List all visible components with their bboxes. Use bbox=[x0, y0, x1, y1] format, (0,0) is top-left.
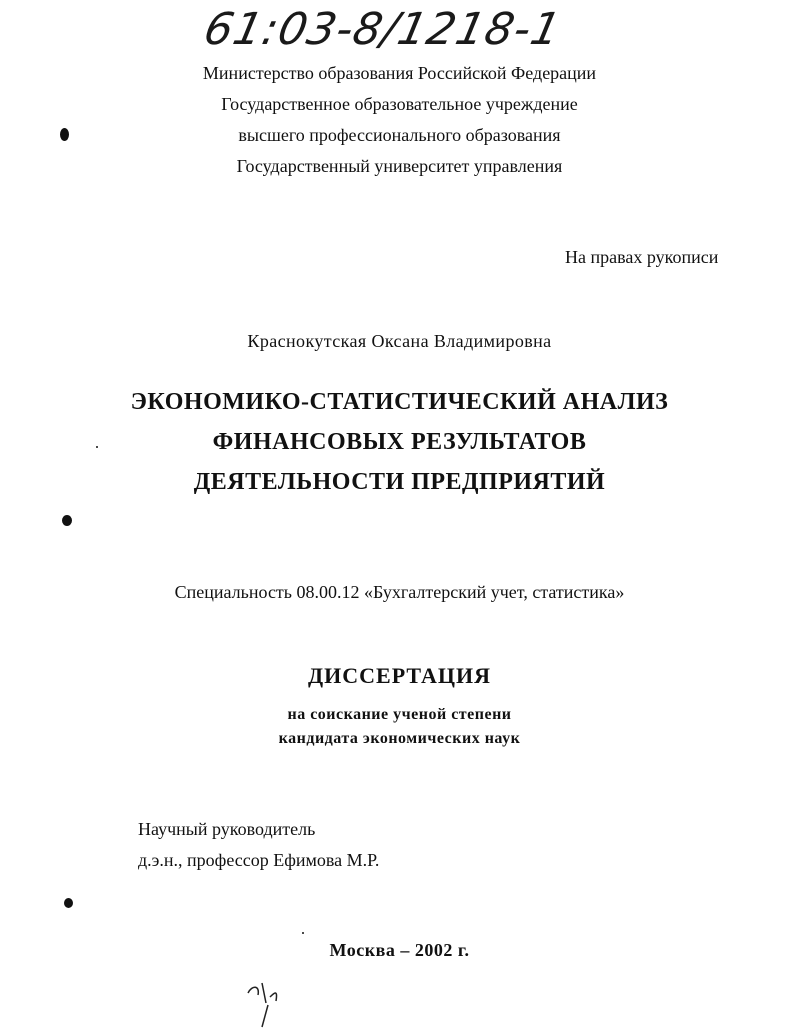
institution-line: высшего профессионального образования bbox=[238, 125, 561, 145]
specialty: Специальность 08.00.12 «Бухгалтерский учет, статистика» bbox=[174, 582, 625, 602]
institution-line: Министерство образования Российской Федерации bbox=[202, 63, 597, 83]
supervisor-block bbox=[138, 814, 379, 876]
degree-line: на соискание ученой степени bbox=[287, 706, 512, 723]
degree-line: кандидата экономических наук bbox=[278, 730, 521, 747]
dissertation-title bbox=[0, 382, 799, 502]
institution-block bbox=[0, 58, 799, 182]
title-line: ДЕЯТЕЛЬНОСТИ ПРЕДПРИЯТИЙ bbox=[193, 469, 606, 495]
degree-block bbox=[0, 703, 799, 751]
author-name: Краснокутская Оксана Владимировна bbox=[247, 331, 552, 351]
city-year: Москва – 2002 г. bbox=[329, 940, 470, 960]
document-type: ДИССЕРТАЦИЯ bbox=[308, 663, 491, 688]
supervisor-label: Научный руководитель bbox=[138, 819, 316, 839]
title-line: ЭКОНОМИКО-СТАТИСТИЧЕСКИЙ АНАЛИЗ bbox=[130, 389, 669, 415]
scan-speck bbox=[302, 932, 304, 934]
scan-hole-mark bbox=[62, 515, 72, 526]
rights-note: На правах рукописи bbox=[565, 247, 719, 267]
title-line: ФИНАНСОВЫХ РЕЗУЛЬТАТОВ bbox=[212, 429, 587, 455]
handwritten-initials-mark bbox=[240, 975, 290, 1030]
supervisor-name: д.э.н., профессор Ефимова М.Р. bbox=[138, 850, 380, 870]
scan-hole-mark bbox=[64, 898, 73, 908]
institution-line: Государственное образовательное учреждение bbox=[221, 94, 578, 114]
handwritten-archive-code: 61:03-8/1218-1 bbox=[199, 4, 566, 55]
scan-speck bbox=[96, 446, 98, 448]
institution-line: Государственный университет управления bbox=[236, 156, 563, 176]
scan-hole-mark bbox=[60, 128, 69, 141]
